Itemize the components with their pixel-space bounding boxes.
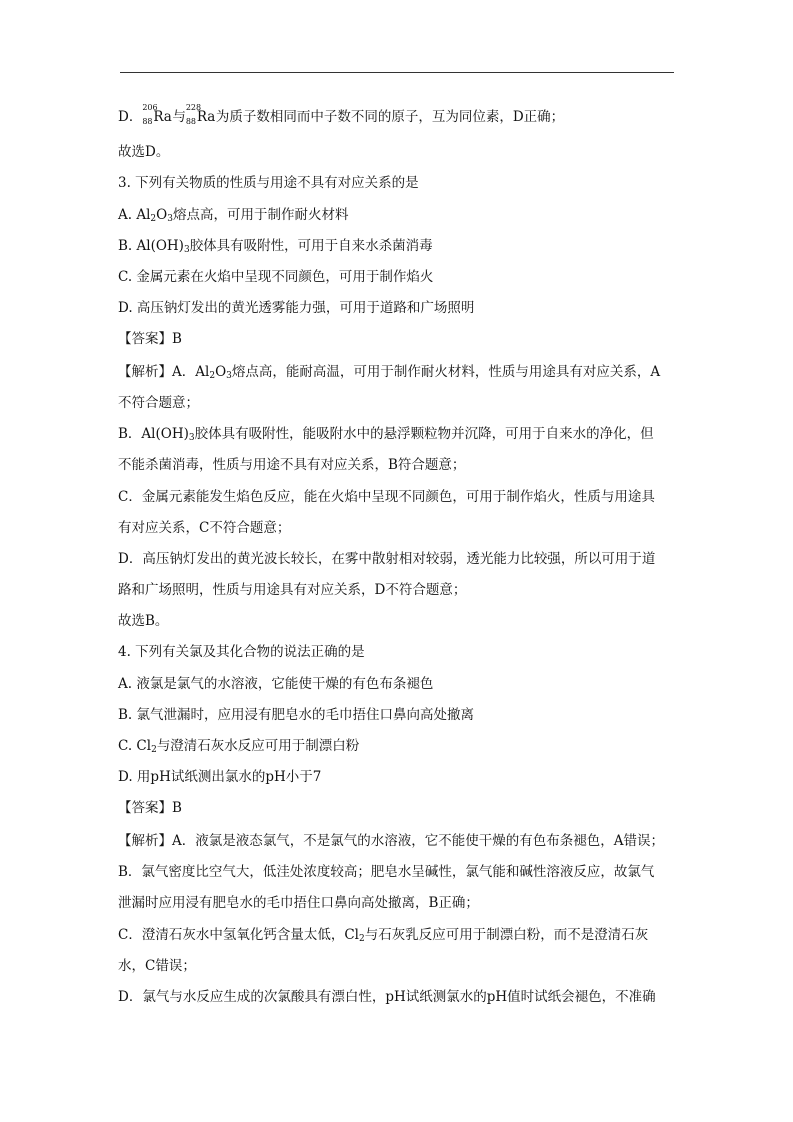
q4-option-b: B. 氯气泄漏时，应用浸有肥皂水的毛巾捂住口鼻向高处撤离	[118, 707, 475, 723]
mass-number: 206	[142, 103, 158, 112]
q3-option-c: C. 金属元素在火焰中呈现不同颜色，可用于制作焰火	[118, 269, 434, 285]
text-part: 与石灰乳反应可用于制漂白粉，而不是澄清石灰	[364, 927, 649, 943]
explanation-4-line-2: B．氯气密度比空气大，低洼处浓度较高；肥皂水呈碱性，氯气能和碱性溶液反应，故氯气	[118, 864, 655, 880]
explanation-4-line-4	[118, 926, 648, 944]
explanation-4-line-1: 【解析】A．液氯是液态氯气，不是氯气的水溶液，它不能使干燥的有色布条褪色，A错误；	[118, 833, 664, 849]
q4-option-a: A. 液氯是氯气的水溶液，它能使干燥的有色布条褪色	[118, 676, 434, 692]
mass-number: 228	[185, 103, 202, 112]
subscript: 3	[167, 214, 173, 224]
explanation-3-line-6: 有对应关系，C不符合题意；	[118, 520, 291, 536]
conclusion-line: 故选D。	[118, 144, 170, 160]
subscript: 2	[150, 214, 157, 224]
conclusion-line-2: 故选B。	[118, 613, 169, 629]
explanation-3-line-1	[118, 363, 660, 381]
option-d-line	[118, 103, 565, 126]
element-symbol: Ra	[196, 109, 216, 125]
element-symbol: Ra	[153, 109, 172, 125]
explanation-3-line-5: C．金属元素能发生焰色反应，能在火焰中呈现不同颜色，可用于制作焰火，性质与用途具	[118, 489, 655, 505]
subscript: 3	[188, 433, 195, 443]
answer-3: 【答案】B	[118, 331, 182, 347]
isotope-ra-228	[185, 103, 216, 126]
atomic-number: 88	[142, 117, 153, 126]
text-part: 【解析】A．Al	[118, 364, 210, 380]
text-part: A. Al	[118, 207, 151, 223]
explanation-3-line-7: D．高压钠灯发出的黄光波长较长，在雾中散射相对较弱，透光能力比较强，所以可用于道	[118, 551, 656, 567]
explanation-4-line-3: 泄漏时应用浸有肥皂水的毛巾捂住口鼻向高处撤离，B正确；	[118, 895, 479, 911]
text-part: B. Al(OH)	[118, 238, 184, 254]
explanation-4-line-6: D．氯气与水反应生成的次氯酸具有漂白性，pH试纸测氯水的pH值时试纸会褪色，不准确	[118, 989, 656, 1005]
text-part: 熔点高，能耐高温，可用于制作耐火材料，性质与用途具有对应关系，A	[231, 364, 661, 380]
text-part: 胶体具有吸附性，能吸附水中的悬浮颗粒物并沉降，可用于自来水的净化，但	[194, 426, 654, 442]
isotope-ra-206	[142, 103, 172, 126]
explanation-3-line-4: 不能杀菌消毒，性质与用途不具有对应关系，B符合题意；	[118, 457, 466, 473]
text-part: 胶体具有吸附性，可用于自来水杀菌消毒	[189, 238, 433, 254]
subscript: 3	[183, 245, 190, 255]
q3-option-a	[118, 206, 348, 224]
atomic-number: 88	[185, 117, 197, 126]
subscript: 2	[151, 745, 157, 755]
q3-option-b	[118, 237, 433, 255]
subscript: 2	[209, 371, 216, 381]
header-rule	[120, 72, 674, 73]
text-part: O	[215, 364, 227, 380]
answer-4: 【答案】B	[118, 800, 182, 816]
option-label: D．	[118, 109, 143, 125]
text-part: 熔点高，可用于制作耐火材料	[172, 207, 349, 223]
q4-option-d: D. 用pH试纸测出氯水的pH小于7	[118, 769, 322, 785]
text-part: O	[156, 207, 168, 223]
question-4-stem: 4. 下列有关氯及其化合物的说法正确的是	[118, 644, 365, 660]
q3-option-d: D. 高压钠灯发出的黄光透雾能力强，可用于道路和广场照明	[118, 300, 475, 316]
text-part: B．Al(OH)	[118, 426, 189, 442]
subscript: 2	[358, 934, 365, 944]
explanation-3-line-2: 不符合题意；	[118, 395, 199, 411]
subscript: 3	[226, 371, 232, 381]
text-part: C. Cl	[118, 738, 152, 754]
connector-text: 与	[172, 109, 186, 125]
explanation-3-line-3	[118, 425, 654, 443]
explanation-3-line-8: 路和广场照明，性质与用途具有对应关系，D不符合题意；	[118, 582, 467, 598]
question-3-stem: 3. 下列有关物质的性质与用途不具有对应关系的是	[118, 175, 419, 191]
text-part: C．澄清石灰水中氢氧化钙含量太低，Cl	[118, 927, 359, 943]
text-part: 与澄清石灰水反应可用于制漂白粉	[156, 738, 360, 754]
explanation-4-line-5: 水，C错误；	[118, 958, 196, 974]
q4-option-c	[118, 737, 359, 755]
option-d-text: 为质子数相同而中子数不同的原子，互为同位素，D正确；	[215, 109, 565, 125]
